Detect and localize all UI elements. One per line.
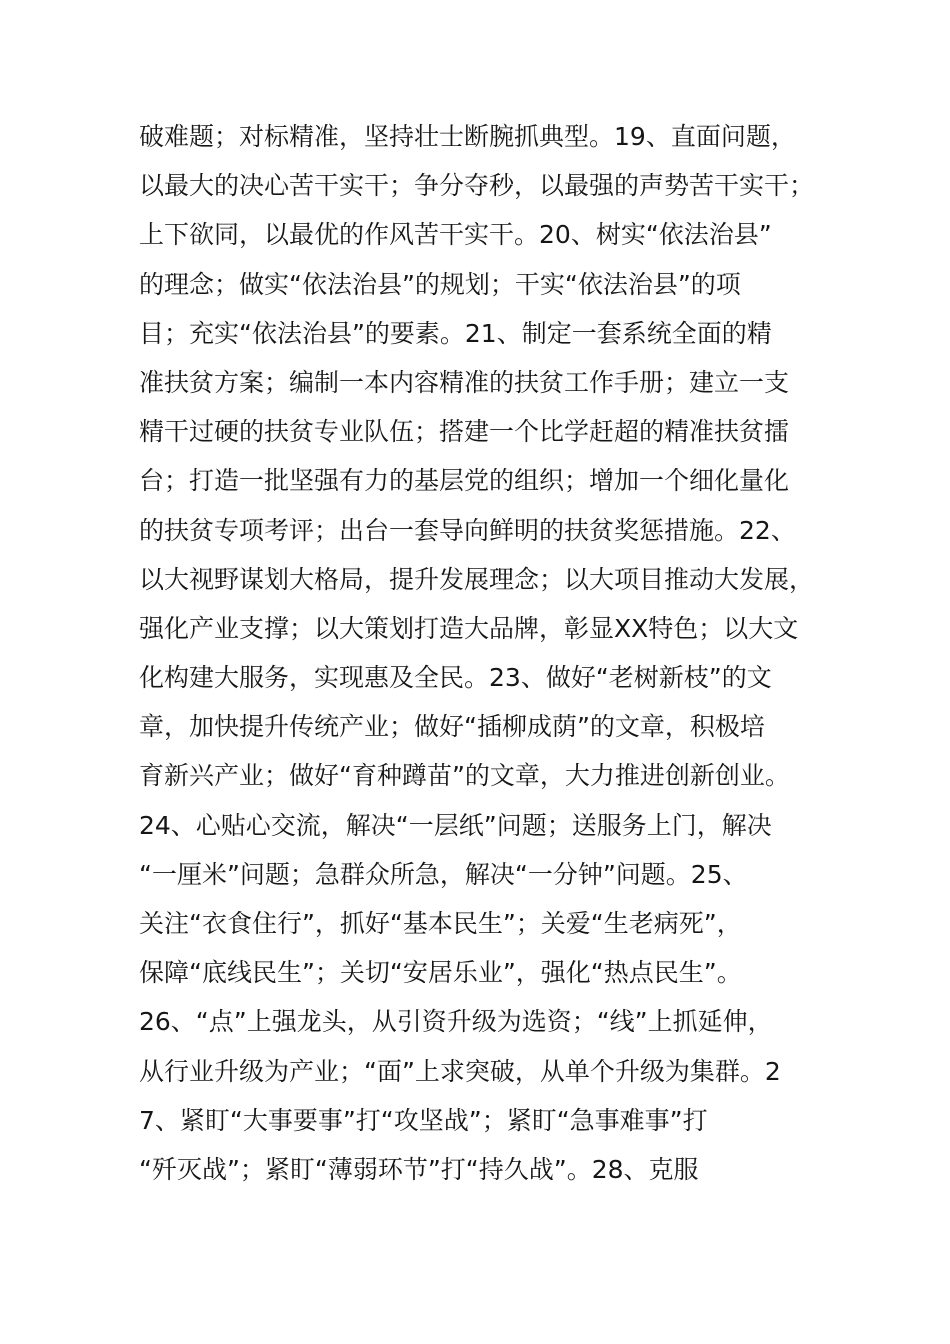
text-line: 的理念；做实“依法治县”的规划；干实“依法治县”的项 xyxy=(139,269,741,299)
text-line: 关注“衣食住行”，抓好“基本民生”；关爱“生老病死”， xyxy=(139,909,742,938)
text-line: 的扶贫专项考评；出台一套导向鲜明的扶贫奖惩措施。22、 xyxy=(139,515,796,545)
text-line: 上下欲同，以最优的作风苦干实干。20、树实“依法治县” xyxy=(139,220,772,250)
text-line: 育新兴产业；做好“育种蹲苗”的文章，大力推进创新创业。 xyxy=(139,761,790,791)
text-line: 章，加快提升传统产业；做好“插柳成荫”的文章，积极培 xyxy=(139,712,765,742)
text-line: 从行业升级为产业；“面”上求突破，从单个升级为集群。2 xyxy=(139,1056,781,1086)
text-line: 24、心贴心交流，解决“一层纸”问题；送服务上门，解决 xyxy=(139,810,772,840)
text-line: 以最大的决心苦干实干；争分夺秒，以最强的声势苦干实干； xyxy=(139,171,815,201)
text-line: 以大视野谋划大格局，提升发展理念；以大项目推动大发展， xyxy=(139,564,815,594)
body-text xyxy=(139,112,829,1194)
text-line: 化构建大服务，实现惠及全民。23、做好“老树新枝”的文 xyxy=(139,663,772,693)
text-line: 精干过硬的扶贫专业队伍；搭建一个比学赶超的精准扶贫擂 xyxy=(139,417,790,447)
text-line: 目；充实“依法治县”的要素。21、制定一套系统全面的精 xyxy=(139,318,772,348)
text-line: 准扶贫方案；编制一本内容精准的扶贫工作手册；建立一支 xyxy=(139,367,790,397)
text-line: 台；打造一批坚强有力的基层党的组织；增加一个细化量化 xyxy=(139,466,790,496)
text-line: 26、“点”上强龙头，从引资升级为选资；“线”上抓延伸， xyxy=(139,1007,773,1037)
text-line: 破难题；对标精准，坚持壮士断腕抓典型。19、直面问题， xyxy=(139,122,796,151)
text-line: 保障“底线民生”；关切“安居乐业”，强化“热点民生”。 xyxy=(139,958,742,988)
text-line: 强化产业支撑；以大策划打造大品牌，彰显XX特色；以大文 xyxy=(139,613,799,643)
text-line: “一厘米”问题；急群众所急，解决“一分钟”问题。25、 xyxy=(139,859,748,889)
text-line: “歼灭战”；紧盯“薄弱环节”打“持久战”。28、克服 xyxy=(139,1154,699,1184)
text-line: 7、紧盯“大事要事”打“攻坚战”；紧盯“急事难事”打 xyxy=(139,1105,708,1135)
